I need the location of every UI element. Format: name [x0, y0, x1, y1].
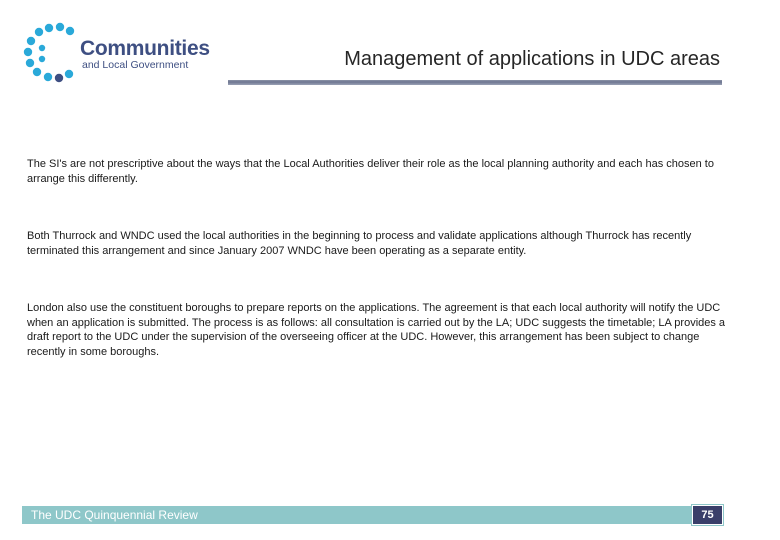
logo-subtitle: and Local Government [82, 59, 189, 71]
footer-text: The UDC Quinquennial Review [31, 508, 198, 522]
page-title: Management of applications in UDC areas [344, 48, 720, 70]
logo-wordmark: Communities [80, 37, 210, 60]
dot-ring-icon [22, 22, 82, 84]
footer-bar [22, 506, 691, 524]
paragraph-1: The SI's are not prescriptive about the ways that the Local Authorities deliver their role as the local planning authority and each has chosen to arrange this differently. [27, 158, 714, 185]
communities-logo [22, 22, 210, 84]
title-underline [228, 80, 722, 85]
page-number: 75 [692, 505, 723, 525]
paragraph-2: Both Thurrock and WNDC used the local authorities in the beginning to process and validate applications although Thurrock has recently terminated this arrangement and since January 2007 WNDC have been operating as a separate entity. [27, 230, 692, 257]
paragraph-3: London also use the constituent boroughs to prepare reports on the applications. The agreement is that each local authority will notify the UDC when an application is submitted. The process is as follows: all consultation is carried out by the LA; UDC suggests the timetable; LA provides a draft report to the UDC under the supervision of the overseeing officer at the UDC. However, this arrangement has been subject to change recently in some boroughs. [27, 302, 726, 358]
